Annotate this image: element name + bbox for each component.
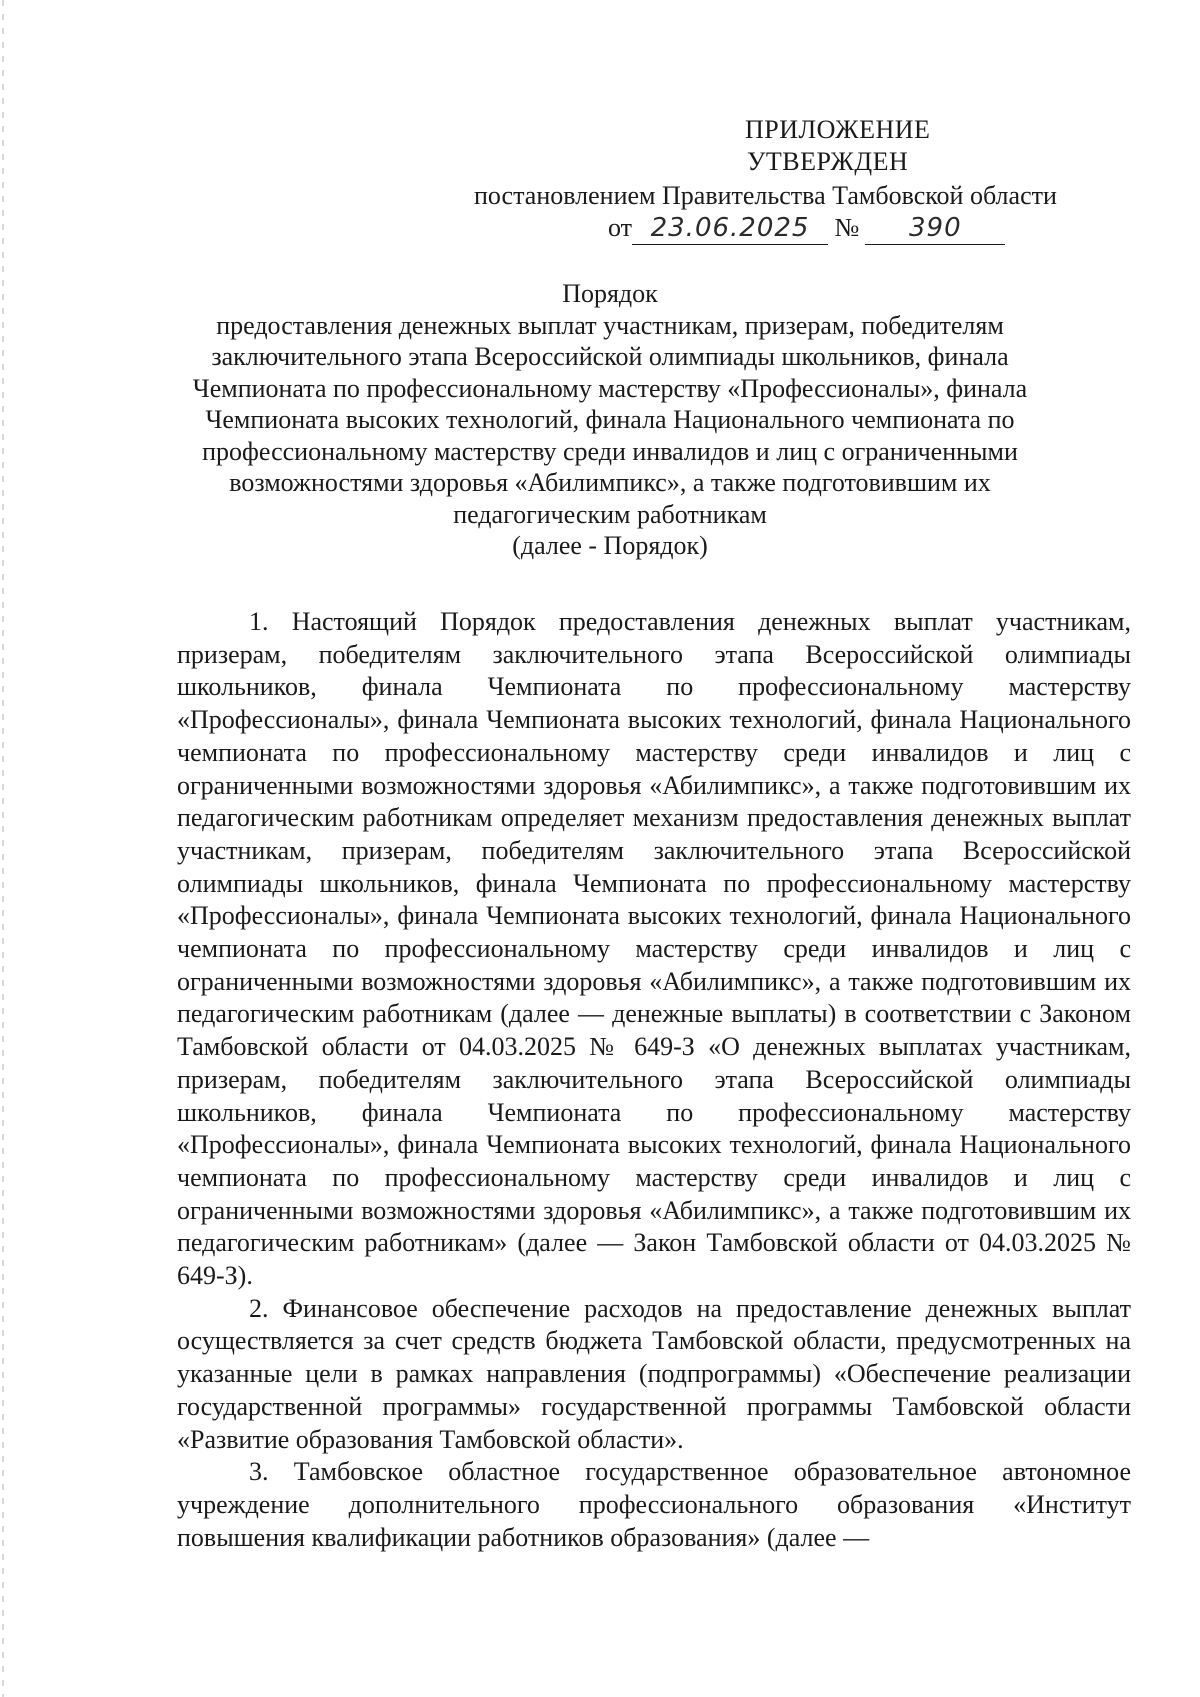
title-line: возможностями здоровья «Абилимпикс», а также подготовившим их: [229, 468, 991, 497]
paragraph-3: 3. Тамбовское областное государственное образовательное автономное учреждение дополнительного профессионального образования «Институт повышения квалификации работников образования» (далее —: [177, 1457, 1131, 1552]
resolution-line: постановлением Правительства Тамбовской области: [474, 181, 1057, 210]
title-line: профессиональному мастерству среди инвалидов и лиц с ограниченными: [202, 436, 1018, 466]
title-line: (далее - Порядок): [512, 531, 708, 560]
paragraph-1: 1. Настоящий Порядок предоставления денежных выплат участникам, призерам, победителям заключительного этапа Всероссийской олимпиады школьников, финала Чемпионата по профессиональному мастерству «Профессионалы», финала Чемпионата высоких технологий, финала Национального чемпионата по профессиональному мастерству среди инвалидов и лиц с ограниченными возможностями здоровья «Абилимпикс», а также подготовившим их педагогическим работникам определяет механизм предоставления денежных выплат участникам, призерам, победителям заключительного этапа Всероссийской олимпиады школьников, финала Чемпионата по профессиональному мастерству «Профессионалы», финала Чемпионата высоких технологий, финала Национального чемпионата по профессиональному мастерству среди инвалидов и лиц с ограниченными возможностями здоровья «Абилимпикс», а также подготовившим их педагогическим работникам (далее — денежные выплаты) в соответствии с Законом Тамбовской области от 04.03.2025 № 649-З «О денежных выплатах участникам, призерам, победителям заключительного этапа Всероссийской олимпиады школьников, финала Чемпионата по профессиональному мастерству «Профессионалы», финала Чемпионата высоких технологий, финала Национального чемпионата по профессиональному мастерству среди инвалидов и лиц с ограниченными возможностями здоровья «Абилимпикс», а также подготовившим их педагогическим работникам» (далее — Закон Тамбовской области от 04.03.2025 № 649-З).: [177, 607, 1131, 1291]
title-line: Чемпионата высоких технологий, финала Национального чемпионата по: [205, 405, 1015, 434]
scan-edge: [2, 0, 4, 1697]
document-body: [177, 606, 1131, 1554]
date-prefix: от: [608, 213, 633, 242]
appendix-label: ПРИЛОЖЕНИЕ: [745, 115, 931, 144]
handwritten-number: 390: [865, 212, 1005, 245]
title-line: предоставления денежных выплат участникам, призерам, победителям: [216, 310, 1004, 340]
paragraph-2: 2. Финансовое обеспечение расходов на предоставление денежных выплат осуществляется за счет средств бюджета Тамбовской области, предусмотренных на указанные цели в рамках направления (подпрограммы) «Обеспечение реализации государственной программы» государственной программы Тамбовской области «Развитие образования Тамбовской области».: [177, 1293, 1131, 1454]
date-number-line: [608, 212, 1005, 245]
title-line: Чемпионата по профессиональному мастерству «Профессионалы», финала: [192, 373, 1028, 403]
number-prefix: №: [834, 213, 860, 242]
title-line: педагогическим работникам: [453, 499, 767, 529]
title-line: заключительного этапа Всероссийской олимпиады школьников, финала: [211, 342, 1009, 371]
handwritten-date: 23.06.2025: [632, 212, 828, 245]
approved-label: УТВЕРЖДЕН: [747, 147, 909, 176]
document-title: [160, 278, 1060, 562]
title-heading: Порядок: [562, 279, 658, 308]
